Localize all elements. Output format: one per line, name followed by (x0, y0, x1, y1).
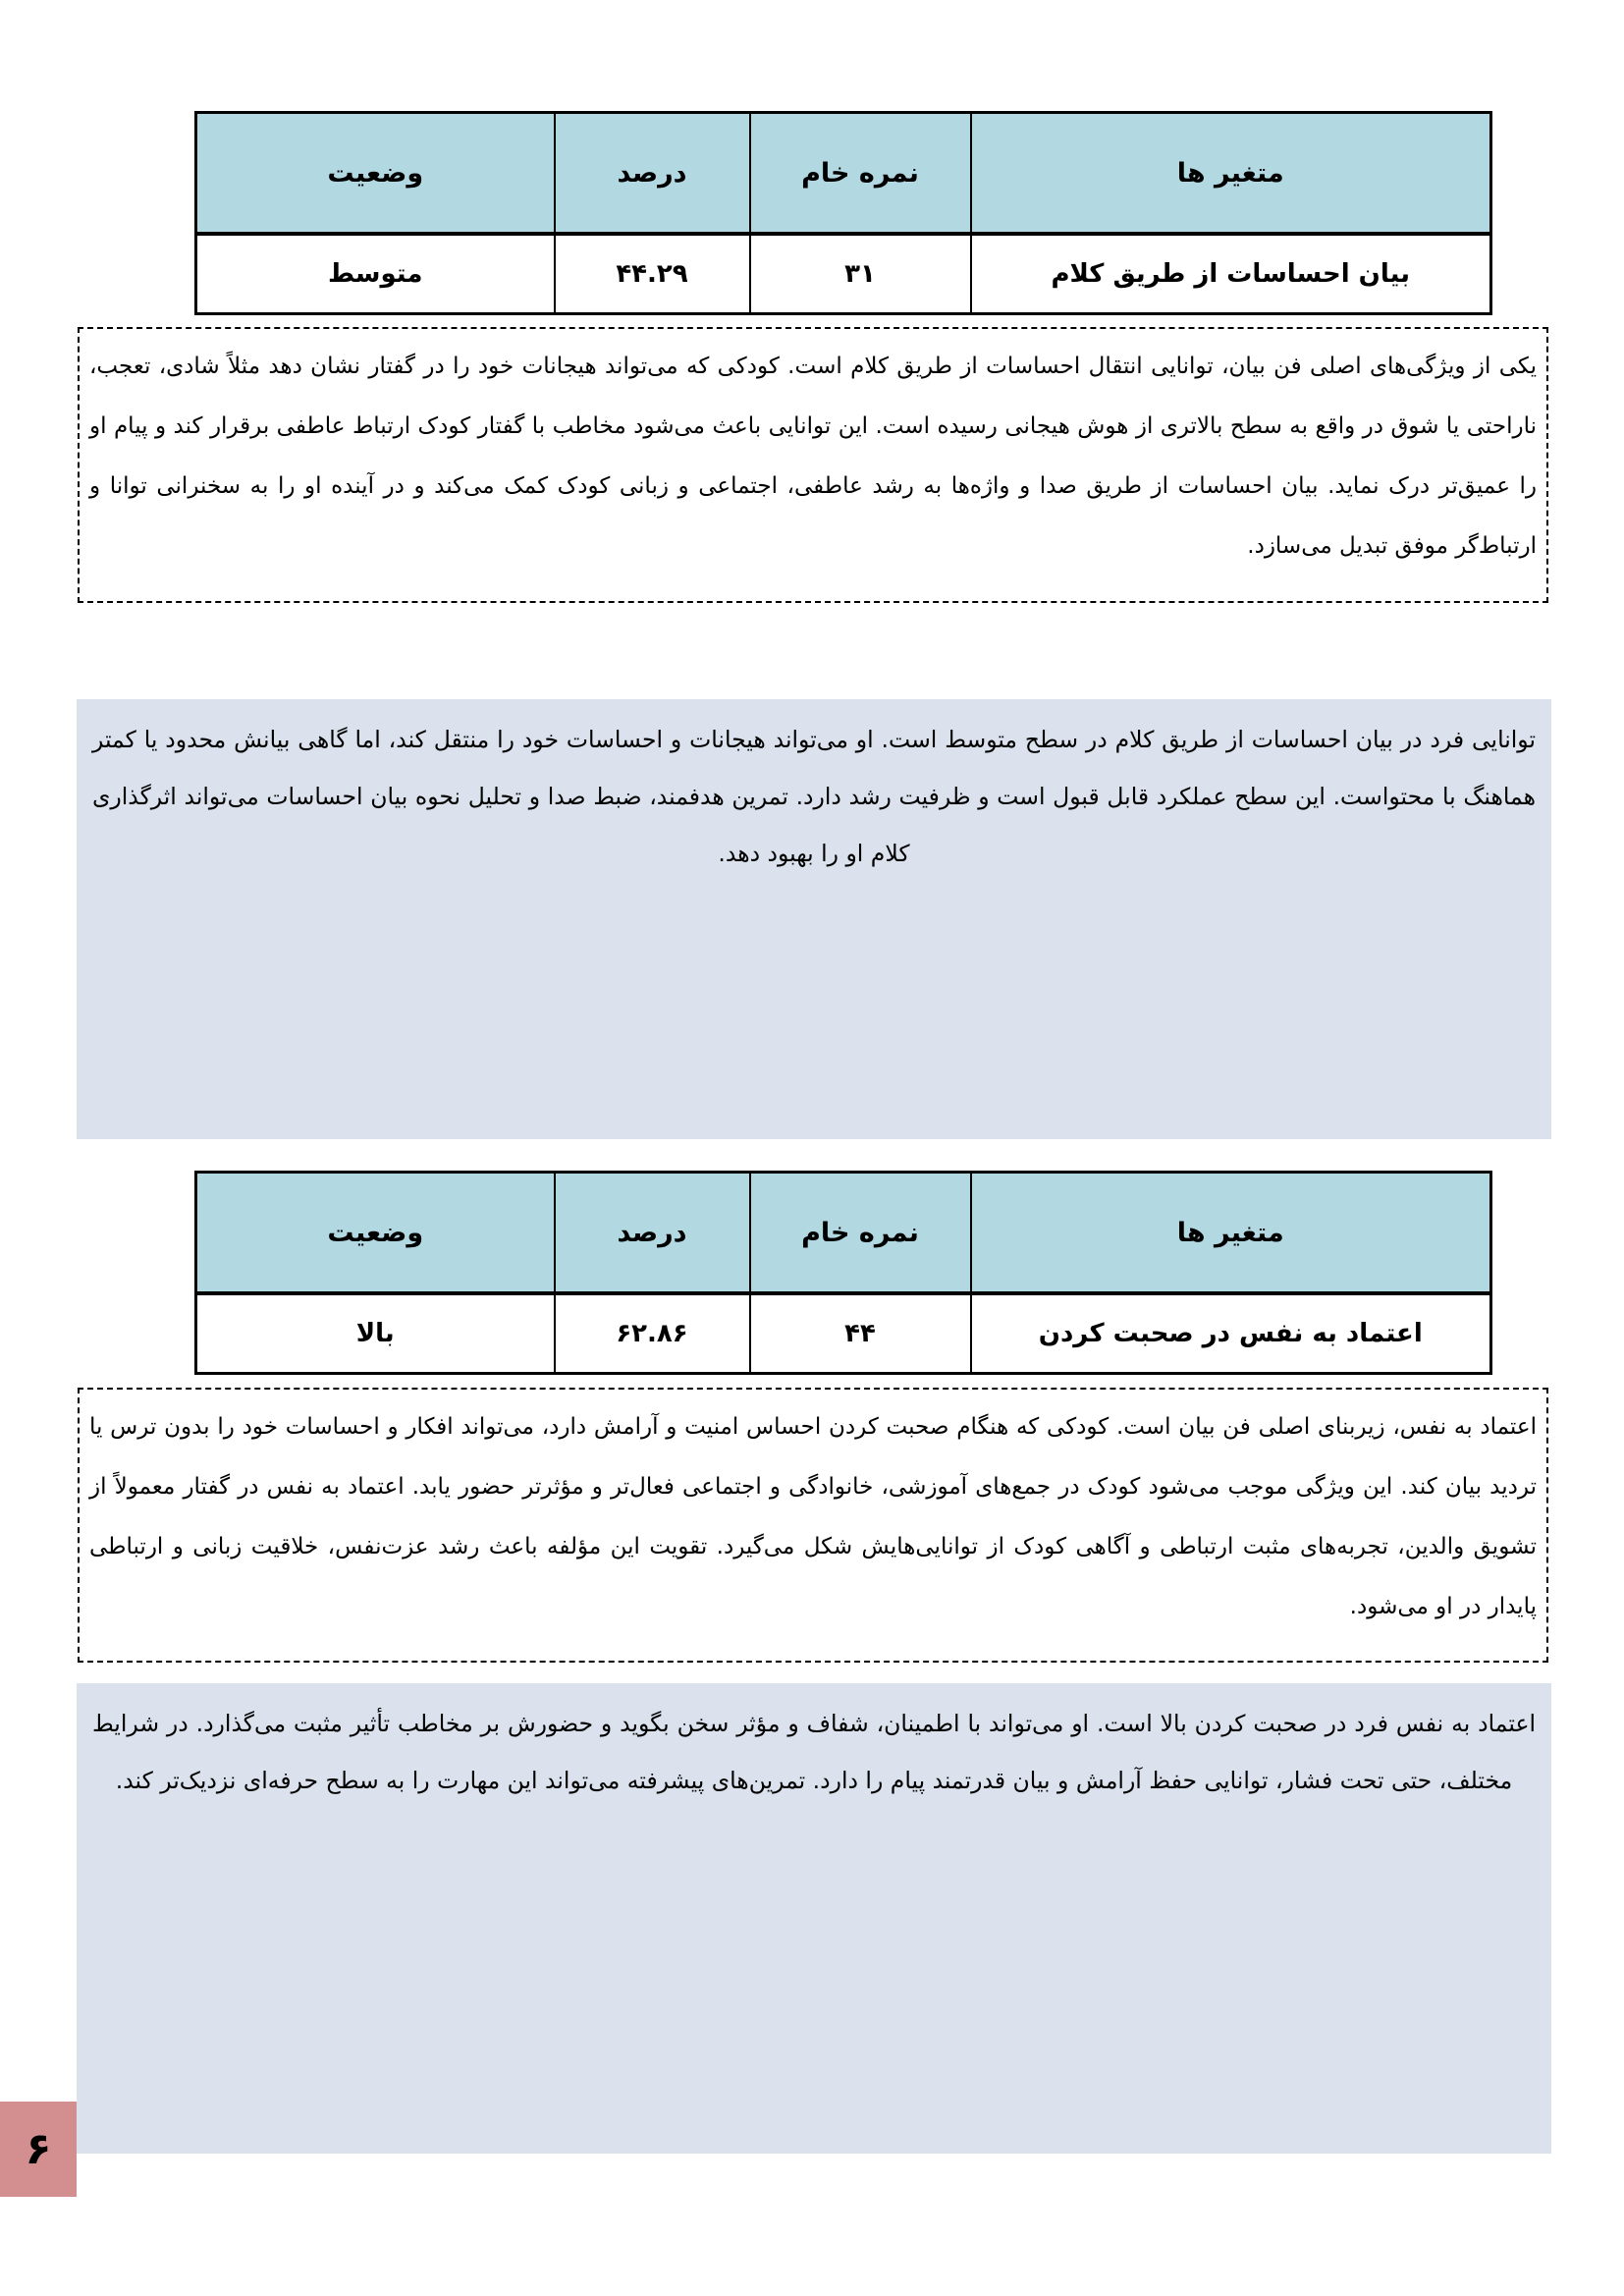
result-box-speech-emotion (77, 699, 1551, 1139)
col-header-raw-score: نمره خام (750, 113, 971, 235)
col-header-variables: متغیر ها (971, 113, 1491, 235)
description-text: یکی از ویژگی‌های اصلی فن بیان، توانایی انتقال احساسات از طریق کلام است. کودکی که می‌تواند هیجانات خود را در گفتار نشان دهد مثلاً شادی، تعجب، ناراحتی یا شوق در واقع به سطح بالاتری از هوش هیجانی رسیده است. این توانایی باعث می‌شود مخاطب با گفتار کودک ارتباط عاطفی برقرار کند و پیام او را عمیق‌تر درک نماید. بیان احساسات از طریق صدا و واژه‌ها به رشد عاطفی، اجتماعی و زبانی کودک کمک می‌کند و در آینده او را به سخنرانی توانا و ارتباط‌گر موفق تبدیل می‌سازد. (89, 354, 1537, 559)
table-row (196, 1293, 1491, 1374)
percent-cell: ۴۴.۲۹ (555, 234, 750, 314)
result-text: توانایی فرد در بیان احساسات از طریق کلام در سطح متوسط است. او می‌تواند هیجانات و احساسات خود را منتقل کند، اما گاهی بیانش محدود یا کمتر هماهنگ با محتواست. این سطح عملکرد قابل قبول است و ظرفیت رشد دارد. تمرین هدفمند، ضبط صدا و تحلیل نحوه بیان احساسات می‌تواند اثرگذاری کلام او را بهبود دهد. (92, 726, 1536, 867)
raw-score-cell: ۳۱ (750, 234, 971, 314)
col-header-percent: درصد (555, 1173, 750, 1294)
col-header-status: وضعیت (196, 113, 555, 235)
description-text: اعتماد به نفس، زیربنای اصلی فن بیان است. کودکی که هنگام صحبت کردن احساس امنیت و آرامش دارد، می‌تواند افکار و احساسات خود را بدون ترس یا تردید بیان کند. این ویژگی موجب می‌شود کودک در جمع‌های آموزشی، خانوادگی و اجتماعی فعال‌تر و مؤثرتر حضور یابد. اعتماد به نفس در گفتار معمولاً از تشویق والدین، تجربه‌های مثبت ارتباطی و آگاهی کودک از توانایی‌هایش شکل می‌گیرد. تقویت این مؤلفه باعث رشد عزت‌نفس، خلاقیت زبانی و ارتباطی پایدار در او می‌شود. (89, 1414, 1537, 1619)
col-header-status: وضعیت (196, 1173, 555, 1294)
table-header-row (196, 113, 1491, 235)
status-cell: متوسط (196, 234, 555, 314)
variable-cell: اعتماد به نفس در صحبت کردن (971, 1293, 1491, 1374)
col-header-percent: درصد (555, 113, 750, 235)
variable-cell: بیان احساسات از طریق کلام (971, 234, 1491, 314)
page-number: ۶ (25, 2124, 52, 2174)
table-header-row (196, 1173, 1491, 1294)
description-box-speech-emotion (78, 327, 1548, 603)
score-table-speech-emotion (194, 111, 1492, 315)
status-cell: بالا (196, 1293, 555, 1374)
result-box-confidence (77, 1683, 1551, 2154)
score-table-confidence (194, 1171, 1492, 1375)
page-number-badge (0, 2102, 77, 2197)
raw-score-cell: ۴۴ (750, 1293, 971, 1374)
result-text: اعتماد به نفس فرد در صحبت کردن بالا است. او می‌تواند با اطمینان، شفاف و مؤثر سخن بگوید و حضورش بر مخاطب تأثیر مثبت می‌گذارد. در شرایط مختلف، حتی تحت فشار، توانایی حفظ آرامش و بیان قدرتمند پیام را دارد. تمرین‌های پیشرفته می‌تواند این مهارت را به سطح حرفه‌ای نزدیک‌تر کند. (92, 1710, 1536, 1794)
col-header-variables: متغیر ها (971, 1173, 1491, 1294)
table-row (196, 234, 1491, 314)
percent-cell: ۶۲.۸۶ (555, 1293, 750, 1374)
description-box-confidence (78, 1388, 1548, 1663)
col-header-raw-score: نمره خام (750, 1173, 971, 1294)
